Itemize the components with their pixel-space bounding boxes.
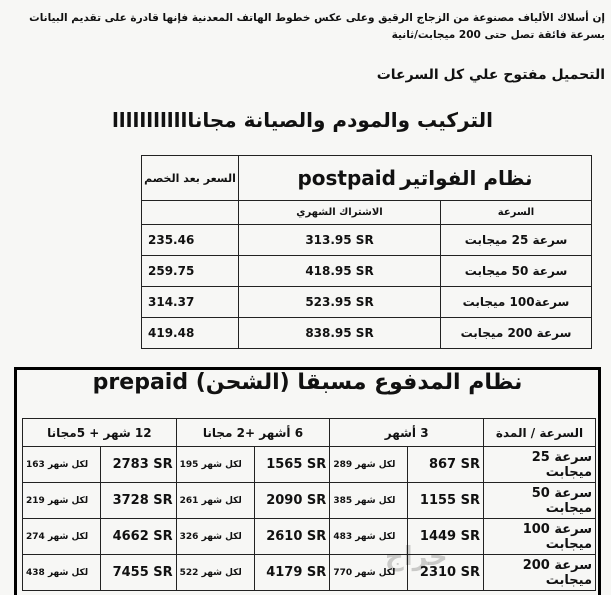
monthly-value: 289 (333, 459, 353, 470)
table-row (23, 447, 596, 483)
header-12-months: 12 شهر + 5مجانا (23, 419, 177, 447)
per-month-label: لكل شهر (201, 459, 242, 470)
monthly-price (176, 483, 254, 519)
table-row (23, 555, 596, 591)
prepaid-title (14, 370, 601, 395)
discount-header-label: السعر بعد الخصم (144, 171, 236, 185)
discount-price: 419.48 (142, 318, 239, 349)
total-price: 1565 SR (254, 447, 330, 483)
total-price: 2610 SR (254, 519, 330, 555)
intro-paragraph: إن أسلاك الألياف مصنوعة من الزجاج الرقيق وعلى عكس خطوط الهاتف المعدنية فإنها قادرة على تقديم البيانات بسرعة فائقة تصل حتى 200 ميجابت/ثانية (29, 12, 605, 41)
total-price: 1449 SR (408, 519, 484, 555)
empty-cell (142, 201, 239, 225)
table-row (23, 519, 596, 555)
monthly-price (330, 483, 408, 519)
discount-price: 314.37 (142, 287, 239, 318)
per-month-label: لكل شهر (47, 567, 89, 578)
postpaid-title-en: postpaid (297, 166, 396, 190)
table-row (23, 483, 596, 519)
table-row (142, 287, 592, 318)
monthly-value: 326 (179, 531, 199, 542)
watermark-logo: حراج (385, 542, 448, 572)
monthly-value: 261 (179, 495, 199, 506)
monthly-price (23, 483, 101, 519)
monthly-value: 274 (26, 531, 45, 542)
per-month-label: لكل شهر (355, 531, 396, 542)
speed-label: سرعة 25 ميجابت (441, 225, 592, 256)
monthly-price (23, 447, 101, 483)
monthly-value: 195 (179, 459, 199, 470)
monthly-price (23, 555, 101, 591)
prepaid-title-ar: نظام المدفوع مسبقا (الشحن) (195, 370, 523, 395)
speed-label: سرعة 100 ميجابت (484, 519, 596, 555)
speed-label: سرعة 200 ميجابت (484, 555, 596, 591)
total-price: 3728 SR (100, 483, 176, 519)
total-price: 2090 SR (254, 483, 330, 519)
monthly-value: 522 (179, 567, 199, 578)
subscription-price: 523.95 SR (239, 287, 441, 318)
postpaid-title (239, 156, 592, 201)
discount-header (142, 156, 239, 201)
monthly-price (176, 447, 254, 483)
per-month-label: لكل شهر (355, 567, 396, 578)
subscription-price: 838.95 SR (239, 318, 441, 349)
col-subscription: الاشتراك الشهري (239, 201, 441, 225)
per-month-label: لكل شهر (47, 459, 89, 470)
prepaid-table (22, 418, 596, 591)
monthly-value: 385 (333, 495, 353, 506)
promo-heading: التركيب والمودم والصيانة مجاناااااااااااا (111, 108, 493, 132)
speed-label: سرعة 25 ميجابت (484, 447, 596, 483)
header-3-months: 3 أشهر (330, 419, 484, 447)
per-month-label: لكل شهر (201, 567, 242, 578)
per-month-label: لكل شهر (201, 531, 242, 542)
col-speed: السرعة (441, 201, 592, 225)
speed-label: سرعة 200 ميجابت (441, 318, 592, 349)
total-price: 4662 SR (100, 519, 176, 555)
monthly-value: 438 (26, 567, 45, 578)
monthly-value: 770 (333, 567, 353, 578)
header-speed-duration: السرعة / المدة (484, 419, 596, 447)
download-note: التحميل مفتوح علي كل السرعات (376, 67, 605, 83)
monthly-value: 219 (26, 495, 45, 506)
speed-label: سرعة100 ميجابت (441, 287, 592, 318)
monthly-price (176, 519, 254, 555)
total-price: 2783 SR (100, 447, 176, 483)
subscription-price: 313.95 SR (239, 225, 441, 256)
per-month-label: لكل شهر (201, 495, 242, 506)
postpaid-header-row (142, 156, 592, 201)
monthly-price (330, 447, 408, 483)
per-month-label: لكل شهر (355, 459, 396, 470)
total-price: 1155 SR (408, 483, 484, 519)
total-price: 7455 SR (100, 555, 176, 591)
monthly-price (176, 555, 254, 591)
speed-label: سرعة 50 ميجابت (441, 256, 592, 287)
speed-label: سرعة 50 ميجابت (484, 483, 596, 519)
per-month-label: لكل شهر (47, 495, 89, 506)
per-month-label: لكل شهر (47, 531, 89, 542)
per-month-label: لكل شهر (355, 495, 396, 506)
prepaid-header-row (23, 419, 596, 447)
postpaid-table (141, 155, 592, 349)
header-6-months: 6 أشهر +2 مجانا (176, 419, 330, 447)
total-price: 4179 SR (254, 555, 330, 591)
total-price: 867 SR (408, 447, 484, 483)
discount-price: 235.46 (142, 225, 239, 256)
table-row (142, 318, 592, 349)
table-row (142, 225, 592, 256)
table-row (142, 256, 592, 287)
monthly-value: 483 (333, 531, 353, 542)
postpaid-title-ar: نظام الفواتير (400, 166, 533, 190)
discount-price: 259.75 (142, 256, 239, 287)
monthly-value: 163 (26, 459, 45, 470)
subscription-price: 418.95 SR (239, 256, 441, 287)
monthly-price (23, 519, 101, 555)
postpaid-subheader-row (142, 201, 592, 225)
prepaid-title-en: prepaid (92, 370, 189, 395)
total-price: 2310 SR (408, 555, 484, 591)
